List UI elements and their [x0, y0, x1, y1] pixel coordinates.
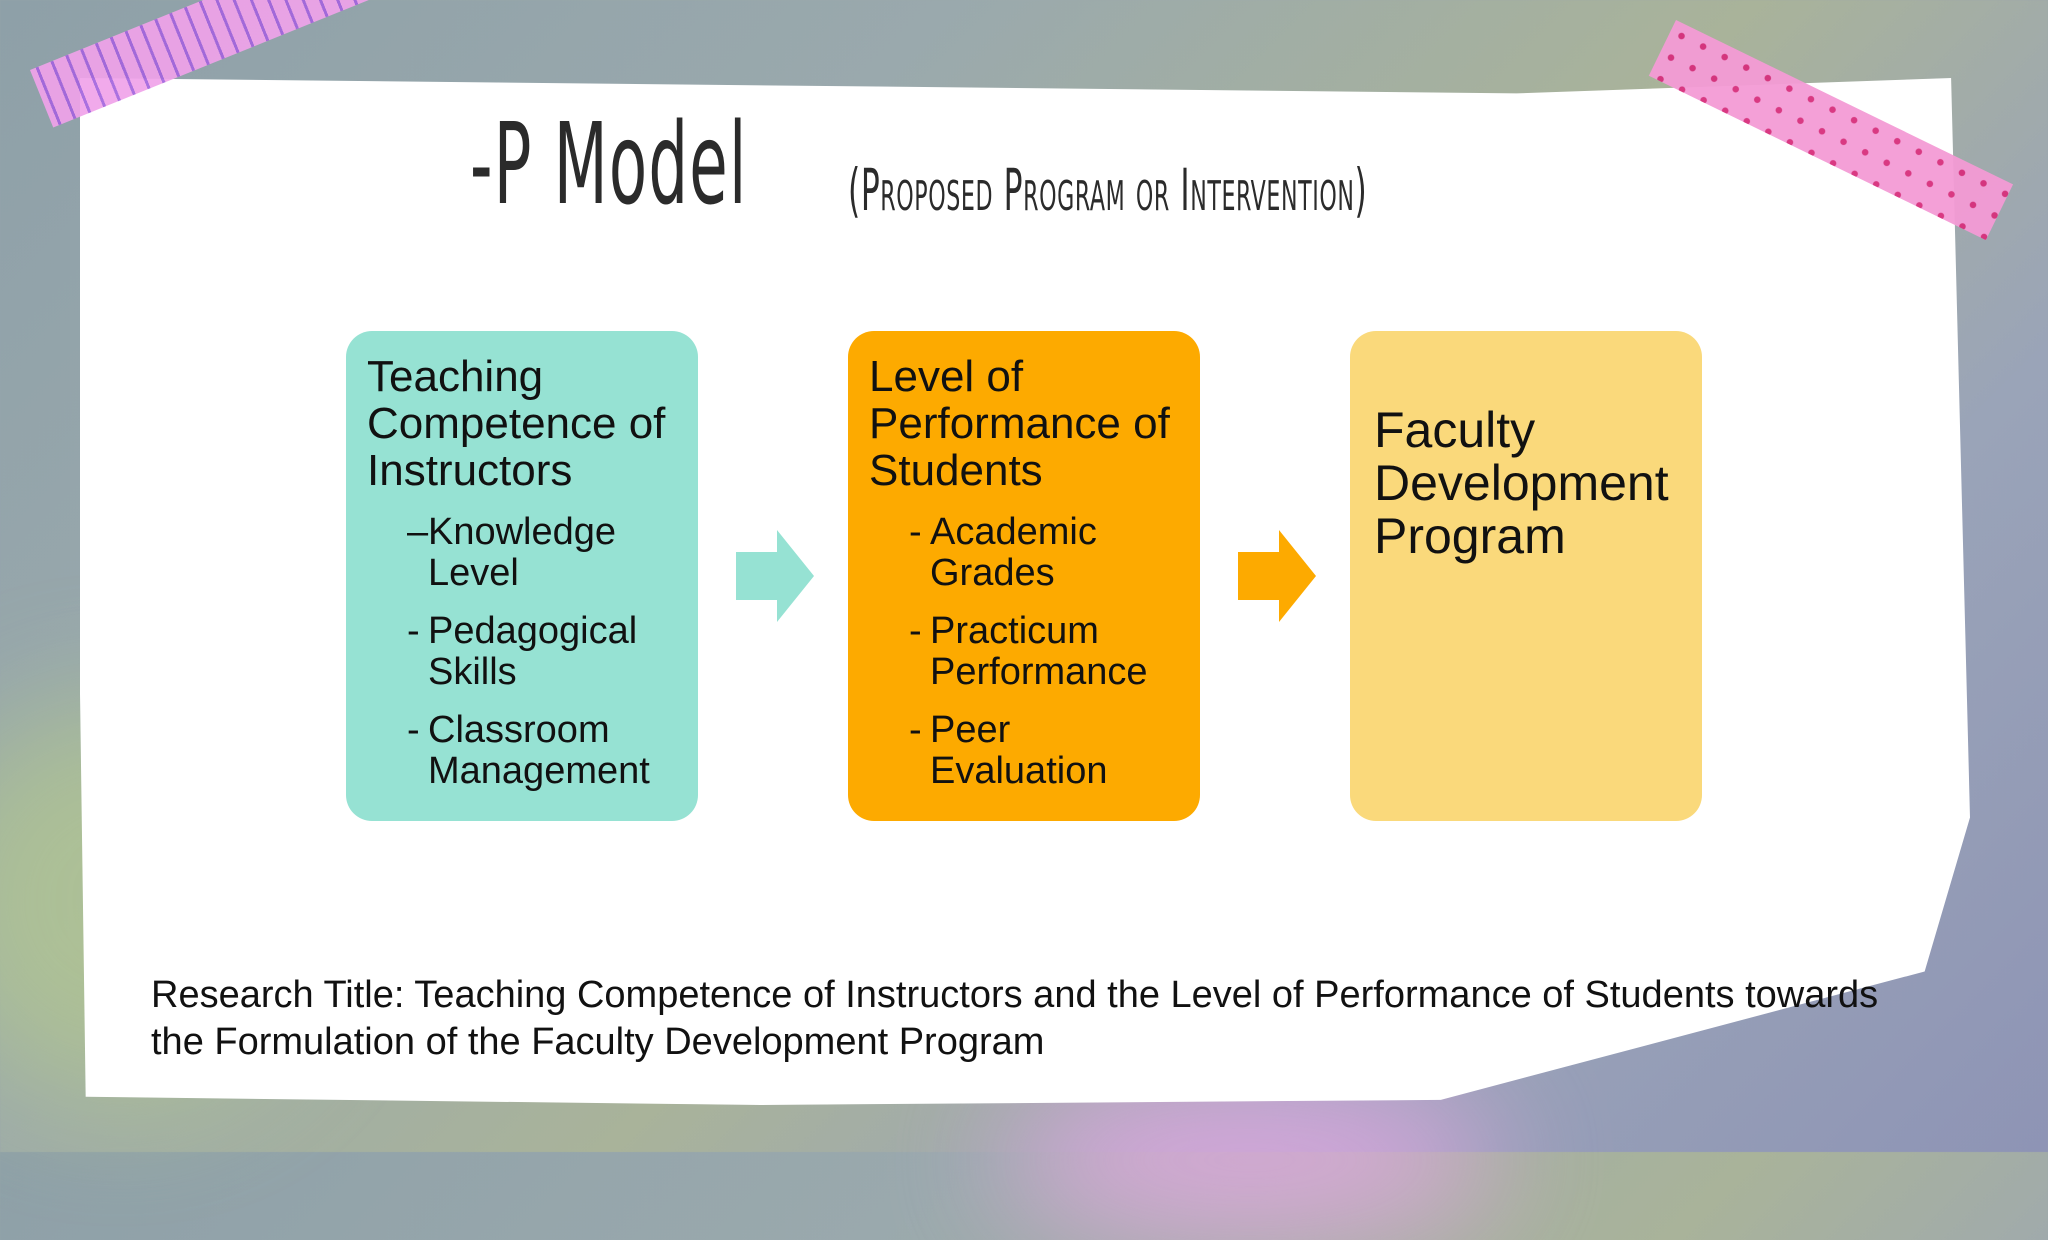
title-subtitle: (Proposed Program or Intervention) [848, 156, 1368, 224]
box-items [367, 512, 678, 792]
list-item: - Practicum Performance [909, 610, 1148, 693]
output-box-faculty-program [1350, 331, 1702, 821]
research-title: Research Title: Teaching Competence of Instructors and the Level of Performance of Students towards the Formulation of the Faculty Development Program [151, 974, 1879, 1063]
list-item: - Peer Evaluation [909, 709, 1108, 792]
title-main: -P Model [470, 100, 748, 230]
list-item: - Academic Grades [909, 511, 1097, 594]
arrow-right-icon [736, 530, 814, 622]
box-heading: Teaching Competence of Instructors [367, 352, 666, 495]
list-item: – Knowledge Level [407, 511, 617, 594]
box-items [869, 512, 1180, 792]
list-item: - Pedagogical Skills [407, 610, 638, 693]
input-box-teaching-competence [346, 331, 698, 821]
slide-title [470, 100, 1670, 250]
arrow-right-icon [1238, 530, 1316, 622]
list-item: - Classroom Management [407, 709, 650, 792]
process-box-student-performance [848, 331, 1200, 821]
background-glow [1000, 1080, 1500, 1240]
box-heading: Level of Performance of Students [869, 352, 1170, 495]
box-heading: Faculty Development Program [1374, 401, 1669, 564]
